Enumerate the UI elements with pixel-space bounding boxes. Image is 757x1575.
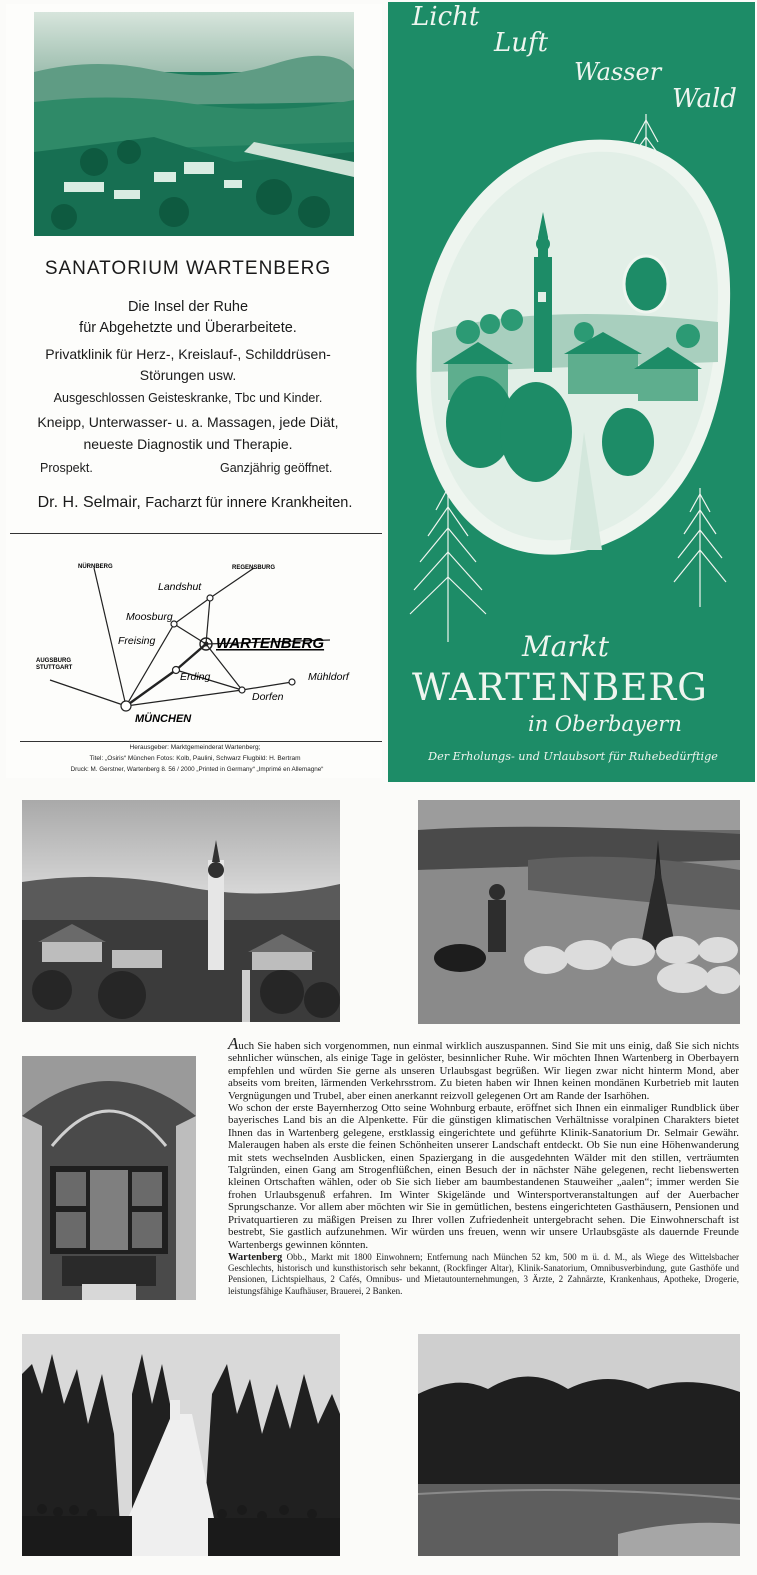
ad-line-3: Privatklinik für Herz-, Kreislauf-, Schilddrüsen- xyxy=(45,346,331,362)
palette-illustration xyxy=(388,2,755,642)
ad-open: Ganzjährig geöffnet. xyxy=(220,461,333,475)
doctor-name: Dr. H. Selmair, xyxy=(37,494,141,511)
ski-jump-photo xyxy=(22,1334,340,1556)
cover-tagline: Der Erholungs- und Urlaubsort für Ruhebedürftige xyxy=(428,750,718,763)
map-label-muehldorf: Mühldorf xyxy=(308,671,349,683)
lake-photo xyxy=(418,1334,740,1556)
article-paragraph-2: Wo schon der erste Bayernherzog Otto seine Wohnburg erbaute, eröffnet sich Ihnen ein einmaliger Rundblick über bayerisches Land bis an die Alpenkette. Für die günstigen klimatischen Verhältnisse voralpinen Charakters bietet Ihnen das in Wartenberg gelegene, erstklassig eingerichtete und geführte Klinik-Sanatorium Dr. Selmair Gewähr. Maleraugen haben als erste die feinen Schönheiten unserer Landschaft entdeckt. Ob Sie nun eine Höhenwanderung mit stets wechselnden Ausblicken, einen Spaziergang in die ausgedehnten Wälder mit den stillen, verträumten Talgründen, einen Gang am Strogenflüßchen, einen Besuch der in nächster Nähe gelegenen, recht liebenswerten kleinen Ortschaften wählen, oder ob Sie sich lieber am baumbestandenen Stauweiher „aalen“; immer werden Sie frohen Urlaubsgenuß erfahren. Im Winter Skigelände und Wintersportveranstaltungen auf der Auerbacher Sprungschanze. Vor allem aber möchten wir Sie in gemütlichen, bestens eingerichteten Gasthäusern, Pensionen und Privatquartieren zu mäßigen Preisen zu Ihrer vollen Zufriedenheit untergebracht sehen. Die Einwohnerschaft ist bestrebt, Sie gastlich aufzunehmen. Wir würden uns freuen, wenn wir unsere Urlaubsgäste als dauernde Freunde Wartenbergs gewinnen könnten. xyxy=(228,1102,739,1251)
map-label-landshut: Landshut xyxy=(158,581,202,593)
cover-region: in Oberbayern xyxy=(528,712,682,736)
map-label-moosburg: Moosburg xyxy=(126,611,173,623)
map-label-augsburg: AUGSBURG xyxy=(36,658,72,664)
facts-text: Obb., Markt mit 1800 Einwohnern; Entfernung nach München 52 km, 500 m ü. d. M., als Wiege des Wittelsbacher Geschlechts, historisch und kunsthistorisch sehr bekannt, (Rockfinger Altar), Klinik-Sanatorium, Omnibusverbindung, gute Gasthöfe und Pensionen, Lichtspielhaus, 2 Cafés, Omnibus- und Mietautounternehmungen, 3 Ärzte, 2 Zahnärzte, Krankenhaus, Apotheke, Drogerie, leistungsfähige Kaufhäuser, Brauerei, 2 Banken. xyxy=(228,1251,739,1296)
imprint-line-2: Titel: „Osiris“ München Fotos: Kolb, Paulini, Schwarz Flugbild: H. Bertram xyxy=(89,755,301,762)
map-label-dorfen: Dorfen xyxy=(252,691,284,703)
ad-divider xyxy=(10,533,382,534)
map-label-wartenberg: WARTENBERG xyxy=(216,635,325,652)
ad-line-6: Kneipp, Unterwasser- u. a. Massagen, jede Diät, xyxy=(37,414,339,430)
map-label-freising: Freising xyxy=(118,635,156,647)
map-label-nuernberg: NÜRNBERG xyxy=(78,564,113,570)
ad-line-5: Ausgeschlossen Geisteskranke, Tbc und Kinder. xyxy=(53,391,323,405)
article-paragraph-1: uch Sie haben sich vorgenommen, nun einmal wirklich auszuspannen. Sind Sie mit uns einig, daß Sie sich nichts sehnlicher wünschen, als einige Tage in gelöster, besinnlicher Ruhe. Wir möchten Ihnen Wartenberg in Oberbayern empfehlen und würden Sie gerne als unseren Urlaubsgast begrüßen. Wir liegen zwar nicht hinterm Mond, aber abseits vom breiten, lärmenden Verkehrsstrom. Zu bieten haben wir Ihnen keinen mondänen Kurbetrieb mit lauten Vergnügungen und Trubel, aber einen anerkannt reizvoll gelegenen Ort am Rande der Isarhöhen. xyxy=(228,1040,739,1102)
brochure-cover xyxy=(388,2,755,782)
map-label-stuttgart: STUTTGART xyxy=(36,665,73,671)
cover-markt: Markt xyxy=(522,630,609,663)
ad-line-7: neueste Diagnostik und Therapie. xyxy=(83,436,293,452)
imprint-divider xyxy=(20,741,382,742)
article-initial: A xyxy=(228,1034,239,1053)
map-label-regensburg: REGENSBURG xyxy=(232,565,276,571)
ad-doctor xyxy=(0,494,390,512)
article-facts xyxy=(228,1252,739,1297)
facts-town: Wartenberg xyxy=(228,1251,283,1263)
ad-line-1: Die Insel der Ruhe xyxy=(127,299,249,315)
cover-word-wasser: Wasser xyxy=(574,58,662,86)
map-label-erding: Erding xyxy=(180,671,211,683)
church-altar-photo xyxy=(22,1056,196,1300)
doctor-title: Facharzt für innere Krankheiten. xyxy=(145,495,353,511)
imprint-line-1: Herausgeber: Marktgemeinderat Wartenberg; xyxy=(129,744,261,751)
article-text xyxy=(228,1034,739,1297)
aerial-photo xyxy=(34,12,354,236)
cover-word-licht: Licht xyxy=(412,2,480,32)
ad-prospekt: Prospekt. xyxy=(40,461,93,475)
shepherd-sheep-photo xyxy=(418,800,740,1024)
ad-line-4: Störungen usw. xyxy=(139,367,237,383)
cover-word-luft: Luft xyxy=(494,28,549,58)
ad-title: SANATORIUM WARTENBERG xyxy=(44,258,332,279)
imprint-line-3: Druck: M. Gerstner, Wartenberg 8. 56 / 2000 „Printed in Germany“ „Imprimé en Allemagne“ xyxy=(70,766,324,773)
route-map xyxy=(10,540,382,740)
map-label-muenchen: MÜNCHEN xyxy=(135,713,192,725)
cover-word-wald: Wald xyxy=(672,84,737,114)
cover-town-name: WARTENBERG xyxy=(412,666,708,709)
ad-line-2: für Abgehetzte und Überarbeitete. xyxy=(79,320,297,336)
village-church-photo xyxy=(22,800,340,1022)
